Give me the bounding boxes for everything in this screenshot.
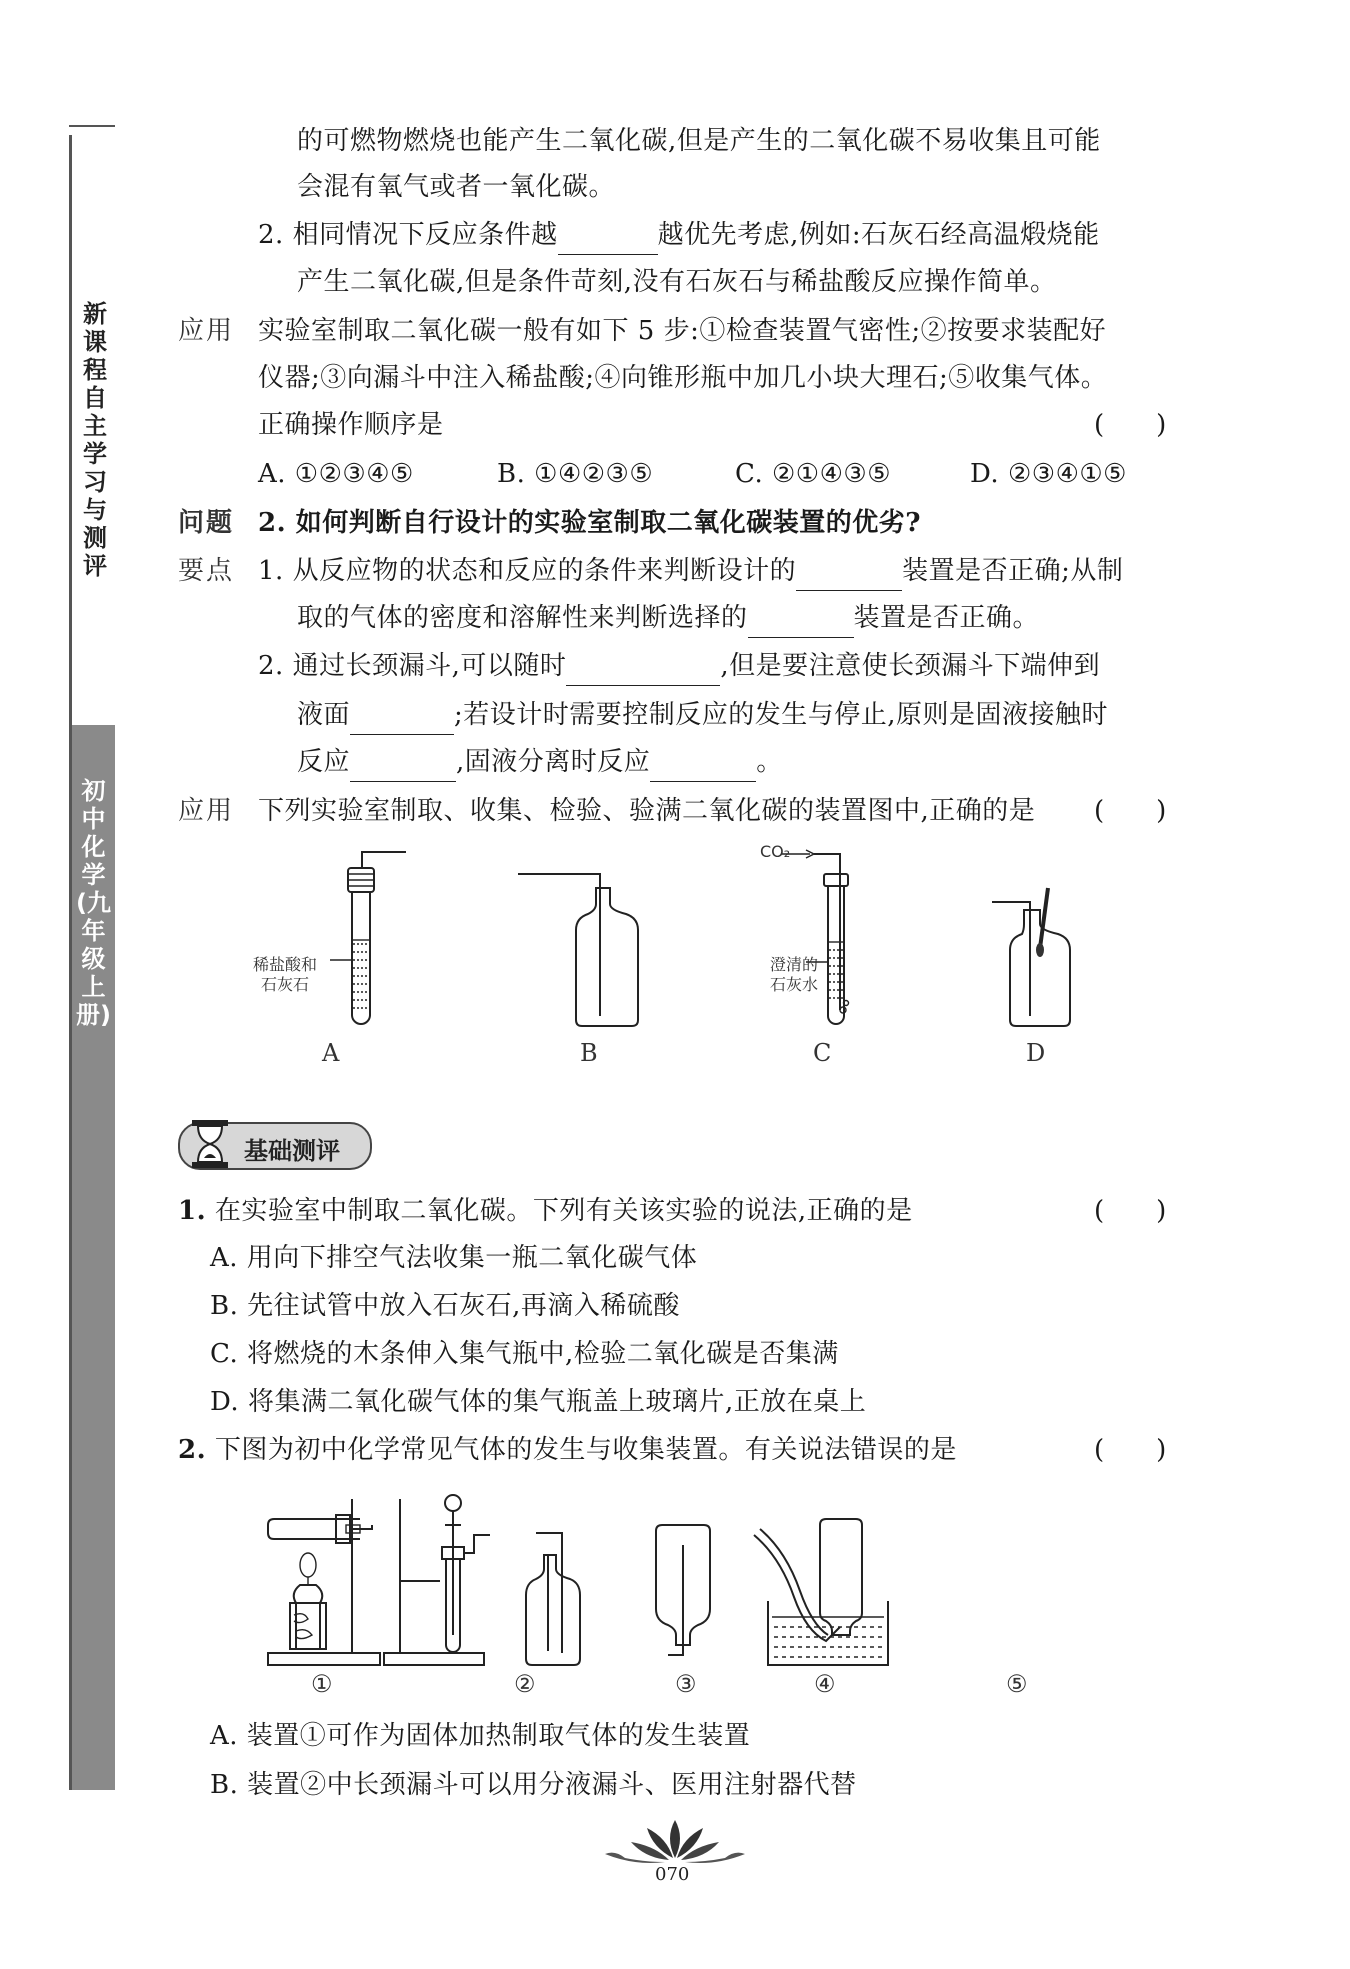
apparatus-3 bbox=[526, 1533, 580, 1665]
exercise-text: 在实验室中制取二氧化碳。下列有关该实验的说法,正确的是 bbox=[214, 1196, 913, 1226]
keypoint-2 bbox=[258, 646, 1100, 686]
label-question: 问题 bbox=[178, 508, 235, 538]
exercise-1 bbox=[178, 1191, 913, 1231]
label-reagent-c: 澄清的 bbox=[770, 955, 819, 974]
apparatus-d bbox=[992, 888, 1070, 1026]
apparatus-2 bbox=[384, 1495, 490, 1665]
apparatus-5 bbox=[754, 1519, 888, 1665]
point-text: 取的气体的密度和溶解性来判断选择的 bbox=[297, 603, 748, 633]
keypoint-1 bbox=[258, 551, 1123, 591]
figure-caption: ① bbox=[311, 1670, 333, 1698]
apparatus-b bbox=[518, 874, 638, 1026]
question-text: 2. 如何判断自行设计的实验室制取二氧化碳装置的优劣? bbox=[258, 508, 921, 538]
question-text: 下列实验室制取、收集、检验、验满二氧化碳的装置图中,正确的是 bbox=[258, 796, 1036, 826]
point-text: ,但是要注意使长颈漏斗下端伸到 bbox=[720, 651, 1101, 681]
text-line: 会混有氧气或者一氧化碳。 bbox=[297, 172, 616, 202]
answer-paren[interactable]: ( ) bbox=[1094, 1435, 1167, 1465]
point-number: 1. bbox=[258, 556, 284, 586]
answer-paren[interactable]: ( ) bbox=[1094, 796, 1167, 826]
point-text: 装置是否正确;从制 bbox=[902, 556, 1124, 586]
point-text: 。 bbox=[756, 747, 783, 777]
option-c[interactable]: C. ②①④③⑤ bbox=[735, 459, 892, 489]
label-application: 应用 bbox=[178, 796, 235, 826]
point-text: ,固液分离时反应 bbox=[456, 747, 651, 777]
option-a[interactable]: A. 装置①可作为固体加热制取气体的发生装置 bbox=[210, 1721, 751, 1751]
sidebar-book-title: 新课程自主学习与测评 bbox=[69, 135, 118, 725]
point-number: 2. bbox=[258, 651, 284, 681]
figure-caption: A bbox=[322, 1039, 340, 1067]
text-line: 的可燃物燃烧也能产生二氧化碳,但是产生的二氧化碳不易收集且可能 bbox=[297, 126, 1101, 156]
answer-blank[interactable] bbox=[748, 609, 854, 638]
sidebar-subject: 初中化学(九年级上册) bbox=[69, 725, 115, 1790]
section-badge bbox=[178, 1122, 372, 1170]
point-text: 反应 bbox=[297, 747, 351, 777]
figure-caption: ② bbox=[514, 1670, 536, 1698]
point-text: 通过长颈漏斗,可以随时 bbox=[292, 651, 567, 681]
option-b[interactable]: B. 先往试管中放入石灰石,再滴入稀硫酸 bbox=[210, 1291, 680, 1321]
answer-blank[interactable] bbox=[350, 706, 454, 735]
page-number: 070 bbox=[655, 1864, 690, 1885]
option-b[interactable]: B. ①④②③⑤ bbox=[497, 459, 654, 489]
sidebar-top-rule bbox=[69, 125, 115, 127]
text-line: 仪器;③向漏斗中注入稀盐酸;④向锥形瓶中加几小块大理石;⑤收集气体。 bbox=[258, 363, 1108, 393]
exercise-number: 1. bbox=[178, 1196, 207, 1226]
apparatus-figure-2 bbox=[260, 1485, 1100, 1685]
point-text: ;若设计时需要控制反应的发生与停止,原则是固液接触时 bbox=[454, 700, 1109, 730]
apparatus-1 bbox=[268, 1499, 380, 1665]
leaf-ornament-icon bbox=[595, 1818, 755, 1864]
figure-caption: B bbox=[580, 1039, 598, 1067]
point-text: 相同情况下反应条件越 bbox=[292, 220, 558, 250]
point-number: 2. bbox=[258, 220, 284, 250]
point-2 bbox=[258, 215, 1100, 255]
option-b[interactable]: B. 装置②中长颈漏斗可以用分液漏斗、医用注射器代替 bbox=[210, 1770, 857, 1800]
option-a[interactable]: A. 用向下排空气法收集一瓶二氧化碳气体 bbox=[210, 1243, 698, 1273]
exercise-text: 下图为初中化学常见气体的发生与收集装置。有关说法错误的是 bbox=[214, 1435, 957, 1465]
text-line: 实验室制取二氧化碳一般有如下 5 步:①检查装置气密性;②按要求装配好 bbox=[258, 316, 1107, 346]
answer-blank[interactable] bbox=[650, 753, 756, 782]
text-line: 正确操作顺序是 bbox=[258, 410, 444, 440]
apparatus-4 bbox=[656, 1525, 710, 1655]
figure-caption: ③ bbox=[675, 1670, 697, 1698]
answer-blank[interactable] bbox=[350, 753, 456, 782]
answer-blank[interactable] bbox=[558, 226, 658, 255]
section-title: 基础测评 bbox=[244, 1137, 340, 1165]
figure-caption: ⑤ bbox=[1006, 1670, 1028, 1698]
apparatus-figure-1 bbox=[240, 840, 1120, 1070]
text-line: 产生二氧化碳,但是条件苛刻,没有石灰石与稀盐酸反应操作简单。 bbox=[297, 267, 1057, 297]
label-keypoints: 要点 bbox=[178, 556, 235, 586]
answer-paren[interactable]: ( ) bbox=[1094, 1196, 1167, 1226]
exercise-2 bbox=[178, 1430, 957, 1470]
figure-caption: ④ bbox=[814, 1670, 836, 1698]
figure-caption: C bbox=[813, 1039, 832, 1067]
apparatus-c bbox=[782, 850, 849, 1024]
label-reagent-a: 稀盐酸和 bbox=[253, 955, 318, 974]
keypoint-2-cont bbox=[297, 695, 1108, 735]
label-application: 应用 bbox=[178, 316, 235, 346]
label-gas: CO₂ bbox=[760, 842, 791, 861]
answer-blank[interactable] bbox=[566, 657, 720, 686]
hourglass-icon bbox=[188, 1114, 232, 1174]
option-d[interactable]: D. ②③④①⑤ bbox=[970, 459, 1127, 489]
keypoint-1-cont bbox=[297, 598, 1039, 638]
point-text: 液面 bbox=[297, 700, 351, 730]
label-reagent-a: 石灰石 bbox=[261, 975, 310, 994]
option-d[interactable]: D. 将集满二氧化碳气体的集气瓶盖上玻璃片,正放在桌上 bbox=[210, 1387, 867, 1417]
point-text: 越优先考虑,例如:石灰石经高温煅烧能 bbox=[657, 220, 1100, 250]
point-text: 装置是否正确。 bbox=[853, 603, 1040, 633]
answer-blank[interactable] bbox=[796, 562, 902, 591]
label-reagent-c: 石灰水 bbox=[770, 975, 819, 994]
option-c[interactable]: C. 将燃烧的木条伸入集气瓶中,检验二氧化碳是否集满 bbox=[210, 1339, 839, 1369]
point-text: 从反应物的状态和反应的条件来判断设计的 bbox=[292, 556, 797, 586]
apparatus-a bbox=[330, 852, 406, 1024]
figure-caption: D bbox=[1026, 1039, 1046, 1067]
keypoint-2-end bbox=[297, 742, 783, 782]
option-a[interactable]: A. ①②③④⑤ bbox=[258, 459, 414, 489]
exercise-number: 2. bbox=[178, 1435, 207, 1465]
answer-paren[interactable]: ( ) bbox=[1094, 410, 1167, 440]
